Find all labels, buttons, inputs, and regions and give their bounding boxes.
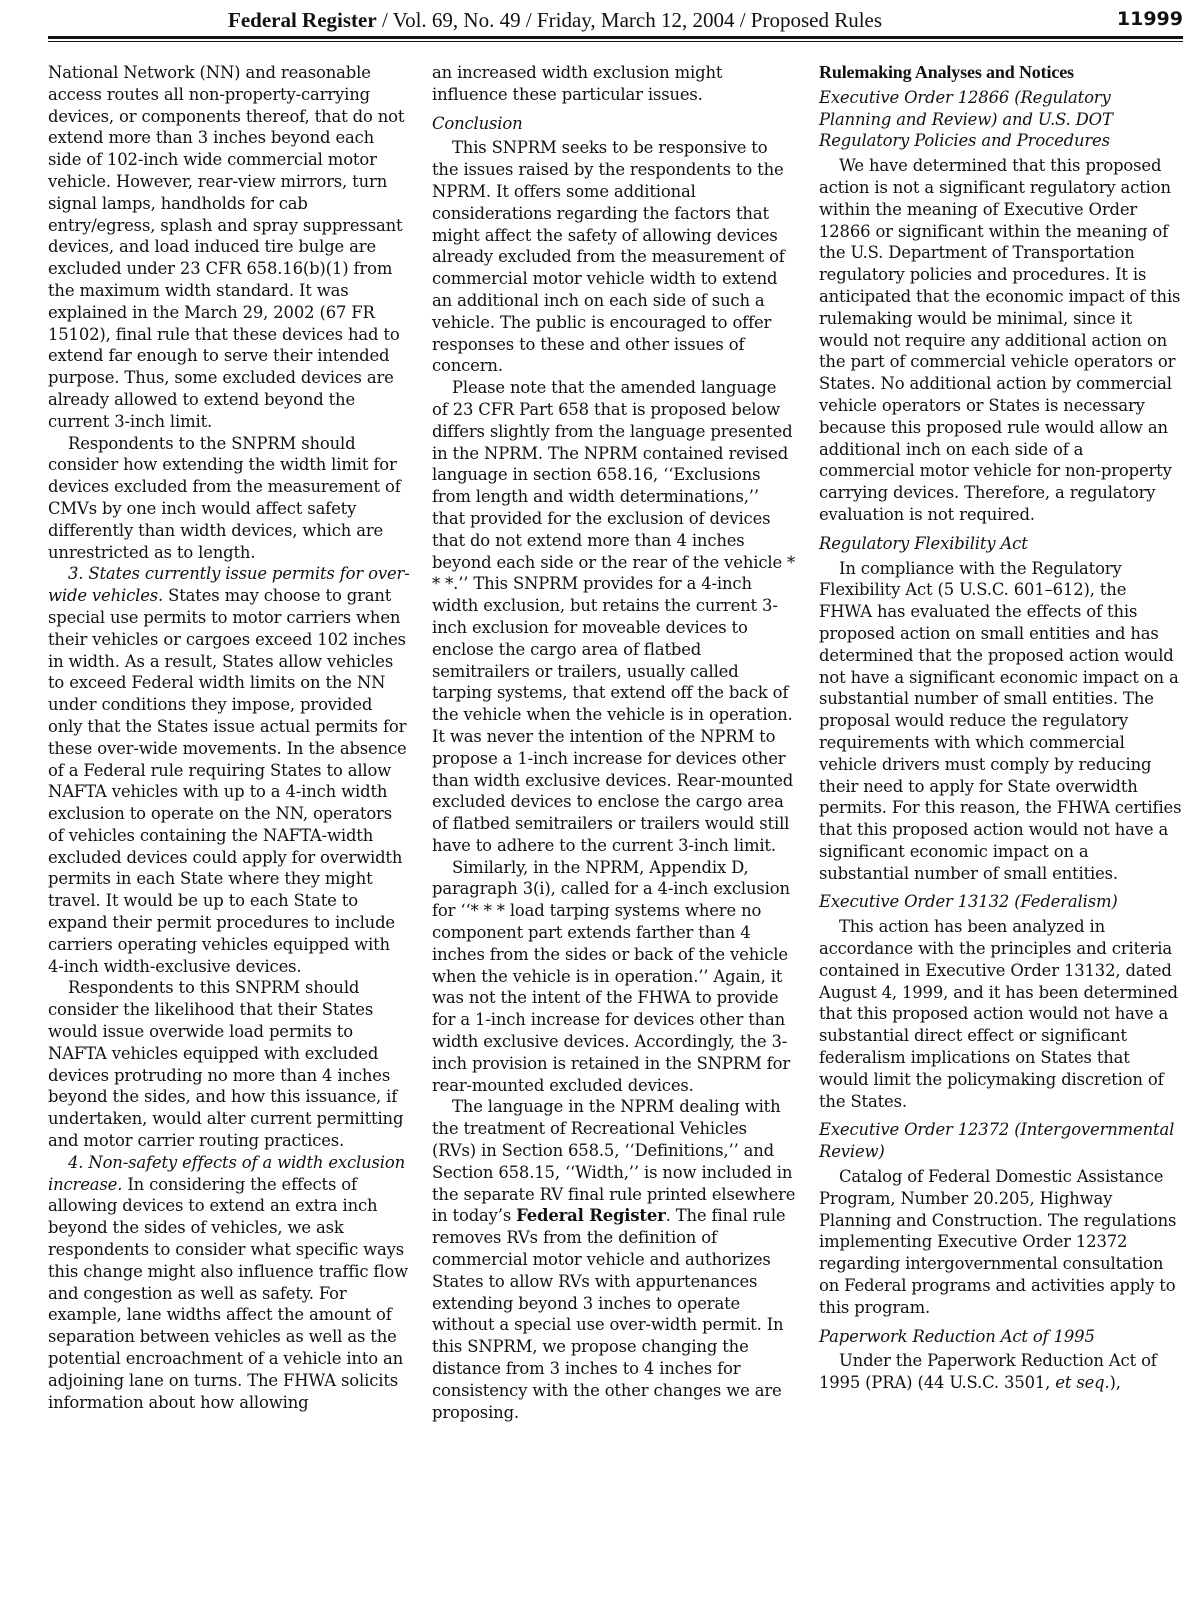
header-rule-thick bbox=[48, 36, 1183, 39]
column-1 bbox=[48, 62, 410, 1413]
section-heading: Paperwork Reduction Act of 1995 bbox=[819, 1326, 1095, 1346]
section-heading: Regulatory Flexibility Act bbox=[819, 533, 1028, 553]
section-heading: Executive Order 13132 (Federalism) bbox=[819, 892, 1118, 912]
paragraph: The language in the NPRM dealing with the treatment of Recreational Vehicles (RVs) in Section 658.5, ‘‘Definitions,’’ and Section 658.15, ‘‘Width,’’ is now included in the separate RV final rule printed elsewhere in today’s Federal Register. The final rule removes RVs from the definition of commercial motor vehicle and authorizes States to allow RVs with appurtenances extending beyond 3 inches to operate without a special use over-width permit. In this SNPRM, we propose changing the distance from 3 inches to 4 inches for consistency with the other changes we are proposing. bbox=[432, 1097, 796, 1422]
column-3 bbox=[819, 62, 1183, 1394]
paragraph: Respondents to this SNPRM should consider the likelihood that their States would issue overwide load permits to NAFTA vehicles equipped with excluded devices protruding no more than 4 inches beyond the sides, and how this issuance, if undertaken, would alter current permitting and motor carrier routing practices. bbox=[48, 978, 404, 1151]
issue-info: / Vol. 69, No. 49 / Friday, March 12, 2004 / Proposed Rules bbox=[376, 8, 883, 32]
paragraph: an increased width exclusion might influence these particular issues. bbox=[432, 63, 723, 104]
header-rule-thin bbox=[48, 41, 1183, 42]
main-heading: Rulemaking Analyses and Notices bbox=[819, 62, 1074, 82]
column-2 bbox=[432, 62, 796, 1423]
page-header bbox=[48, 6, 1183, 34]
paragraph: Under the Paperwork Reduction Act of 1995 (PRA) (44 U.S.C. 3501, et seq.), bbox=[819, 1351, 1157, 1393]
paragraph: We have determined that this proposed action is not a significant regulatory action within the meaning of Executive Order 12866 or significant within the meaning of the U.S. Department of Transportation regulatory policies and procedures. It is anticipated that the economic impact of this rulemaking would be minimal, since it would not require any additional action on the part of commercial vehicle operators or States. No additional action by commercial vehicle operators or States is necessary because this proposed rule would allow an additional inch on each side of a commercial motor vehicle for non-property carrying devices. Therefore, a regulatory evaluation is not required. bbox=[819, 156, 1181, 524]
section-heading: Conclusion bbox=[432, 113, 523, 133]
paragraph: This SNPRM seeks to be responsive to the issues raised by the respondents to the NPRM. It offers some additional considerations regarding the factors that might affect the safety of allowing devices already excluded from the measurement of commercial motor vehicle width to extend an additional inch on each side of such a vehicle. The public is encouraged to offer responses to these and other issues of concern. bbox=[432, 138, 785, 376]
running-title bbox=[228, 8, 882, 33]
paragraph: Catalog of Federal Domestic Assistance Program, Number 20.205, Highway Planning and Construction. The regulations implementing Executive Order 12372 regarding intergovernmental consultation on Federal programs and activities apply to this program. bbox=[819, 1167, 1177, 1317]
publication-name: Federal Register bbox=[516, 1206, 666, 1226]
publication-name: Federal Register bbox=[228, 8, 377, 32]
paragraph: 4. Non-safety effects of a width exclusion increase. In considering the effects of allowing devices to extend an extra inch beyond the sides of vehicles, we ask respondents to consider what specific ways this change might also influence traffic flow and congestion as well as safety. For example, lane widths affect the amount of separation between vehicles as well as the potential encroachment of a vehicle into an adjoining lane on turns. The FHWA solicits information about how allowing bbox=[48, 1152, 409, 1412]
item-heading: 3. States currently issue permits for over-wide vehicles. bbox=[48, 564, 410, 606]
paragraph: Similarly, in the NPRM, Appendix D, paragraph 3(i), called for a 4-inch exclusion for ‘‘* * * load tarping systems where no component part extends farther than 4 inches from the sides or back of the vehicle when the vehicle is in operation.’’ Again, it was not the intent of the FHWA to provide for a 1-inch increase for devices other than width exclusive devices. Accordingly, the 3-inch provision is retained in the SNPRM for rear-mounted excluded devices. bbox=[432, 857, 791, 1095]
paragraph: National Network (NN) and reasonable access routes all non-property-carrying devices, or components thereof, that do not extend more than 3 inches beyond each side of 102-inch wide commercial motor vehicle. However, rear-view mirrors, turn signal lamps, handholds for cab entry/egress, splash and spray suppressant devices, and load induced tire bulge are excluded under 23 CFR 658.16(b)(1) from the maximum width standard. It was explained in the March 29, 2002 (67 FR 15102), final rule that these devices had to extend far enough to serve their intended purpose. Thus, some excluded devices are already allowed to extend beyond the current 3-inch limit. bbox=[48, 63, 405, 431]
paragraph: 3. States currently issue permits for over-wide vehicles. States may choose to grant special use permits to motor carriers when their vehicles or cargoes exceed 102 inches in width. As a result, States allow vehicles to exceed Federal width limits on the NN under conditions they impose, provided only that the States issue actual permits for these over-wide movements. In the absence of a Federal rule requiring States to allow NAFTA vehicles with up to a 4-inch width exclusion to operate on the NN, operators of vehicles containing the NAFTA-width excluded devices could apply for overwidth permits in each State where they might travel. It would be up to each State to expand their permit procedures to include carriers operating vehicles equipped with 4-inch width-exclusive devices. bbox=[48, 564, 410, 976]
paragraph: Please note that the amended language of 23 CFR Part 658 that is proposed below differs slightly from the language presented in the NPRM. The NPRM contained revised language in section 658.16, ‘‘Exclusions from length and width determinations,’’ that provided for the exclusion of devices that do not extend more than 4 inches beyond each side or the rear of the vehicle * * *.’’ This SNPRM provides for a 4-inch width exclusion, but retains the current 3-inch exclusion for moveable devices to enclose the cargo area of flatbed semitrailers or trailers, usually called tarping systems, that extend off the back of the vehicle when the vehicle is in operation. It was never the intention of the NPRM to propose a 1-inch increase for devices other than width exclusive devices. Rear-mounted excluded devices to enclose the cargo area of flatbed semitrailers or trailers would still have to adhere to the current 3-inch limit. bbox=[432, 378, 796, 855]
paragraph: This action has been analyzed in accordance with the principles and criteria contained in Executive Order 13132, dated August 4, 1999, and it has been determined that this proposed action would not have a substantial direct effect or significant federalism implications on States that would limit the policymaking discretion of the States. bbox=[819, 917, 1178, 1111]
section-heading: Executive Order 12866 (Regulatory Planning and Review) and U.S. DOT Regulatory Policies and Procedures bbox=[819, 87, 1113, 151]
paragraph: Respondents to the SNPRM should consider how extending the width limit for devices excluded from the measurement of CMVs by one inch would affect safety differently than width devices, which are unrestricted as to length. bbox=[48, 433, 401, 562]
paragraph: In compliance with the Regulatory Flexibility Act (5 U.S.C. 601–612), the FHWA has evaluated the effects of this proposed action on small entities and has determined that the proposed action would not have a significant economic impact on a substantial number of small entities. The proposal would reduce the regulatory requirements with which commercial vehicle drivers must comply by reducing their need to apply for State overwidth permits. For this reason, the FHWA certifies that this proposed action would not have a significant economic impact on a substantial number of small entities. bbox=[819, 558, 1182, 883]
item-heading: 4. Non-safety effects of a width exclusion increase. bbox=[48, 1152, 406, 1194]
page-number: 11999 bbox=[1116, 8, 1183, 30]
section-heading: Executive Order 12372 (Intergovernmental Review) bbox=[819, 1120, 1175, 1162]
